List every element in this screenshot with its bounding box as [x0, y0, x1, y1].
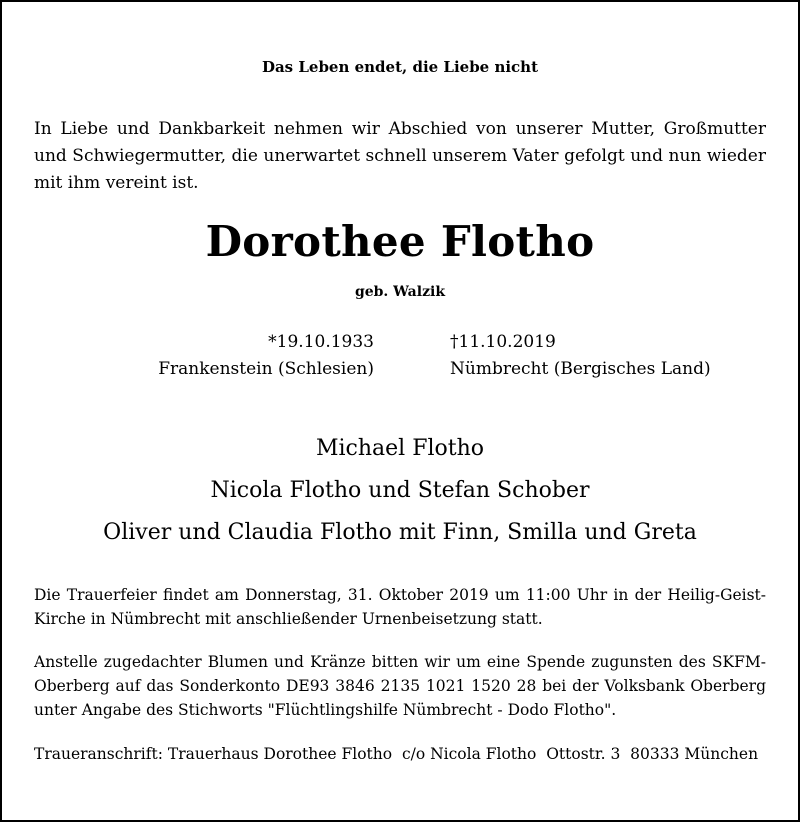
- mourners-list: [0, 428, 800, 554]
- mourning-address: Traueranschrift: Trauerhaus Dorothee Flotho c/o Nicola Flotho Ottostr. 3 80333 München: [34, 745, 759, 763]
- mourner: Michael Flotho: [315, 436, 485, 461]
- birth-info: [154, 329, 374, 383]
- maiden-name: geb. Walzik: [354, 284, 446, 300]
- death-date: †11.10.2019: [450, 332, 556, 352]
- birth-place: Frankenstein (Schlesien): [158, 359, 374, 379]
- birth-date: *19.10.1933: [268, 332, 374, 352]
- intro-text: In Liebe und Dankbarkeit nehmen wir Abschied von unserer Mutter, Großmutter und Schwiegermutter, die unerwartet schnell unserem Vater gefolgt und nun wieder mit ihm vereint ist.: [34, 119, 766, 193]
- funeral-info: Die Trauerfeier findet am Donnerstag, 31. Oktober 2019 um 11:00 Uhr in der Heilig-Geist-Kirche in Nümbrecht mit anschließender Urnenbeisetzung statt.: [34, 586, 766, 628]
- deceased-name: Dorothee Flotho: [205, 217, 595, 266]
- mourner: Nicola Flotho und Stefan Schober: [210, 478, 590, 503]
- motto: Das Leben endet, die Liebe nicht: [261, 58, 539, 76]
- donation-info: Anstelle zugedachter Blumen und Kränze bitten wir um eine Spende zugunsten des SKFM-Oberberg auf das Sonderkonto DE93 3846 2135 1021 1520 28 bei der Volksbank Oberberg unter Angabe des Stichworts "Flüchtlingshilfe Nümbrecht - Dodo Flotho".: [34, 653, 766, 719]
- mourner: Oliver und Claudia Flotho mit Finn, Smilla und Greta: [103, 520, 697, 545]
- death-place: Nümbrecht (Bergisches Land): [450, 359, 711, 379]
- death-info: [450, 329, 750, 383]
